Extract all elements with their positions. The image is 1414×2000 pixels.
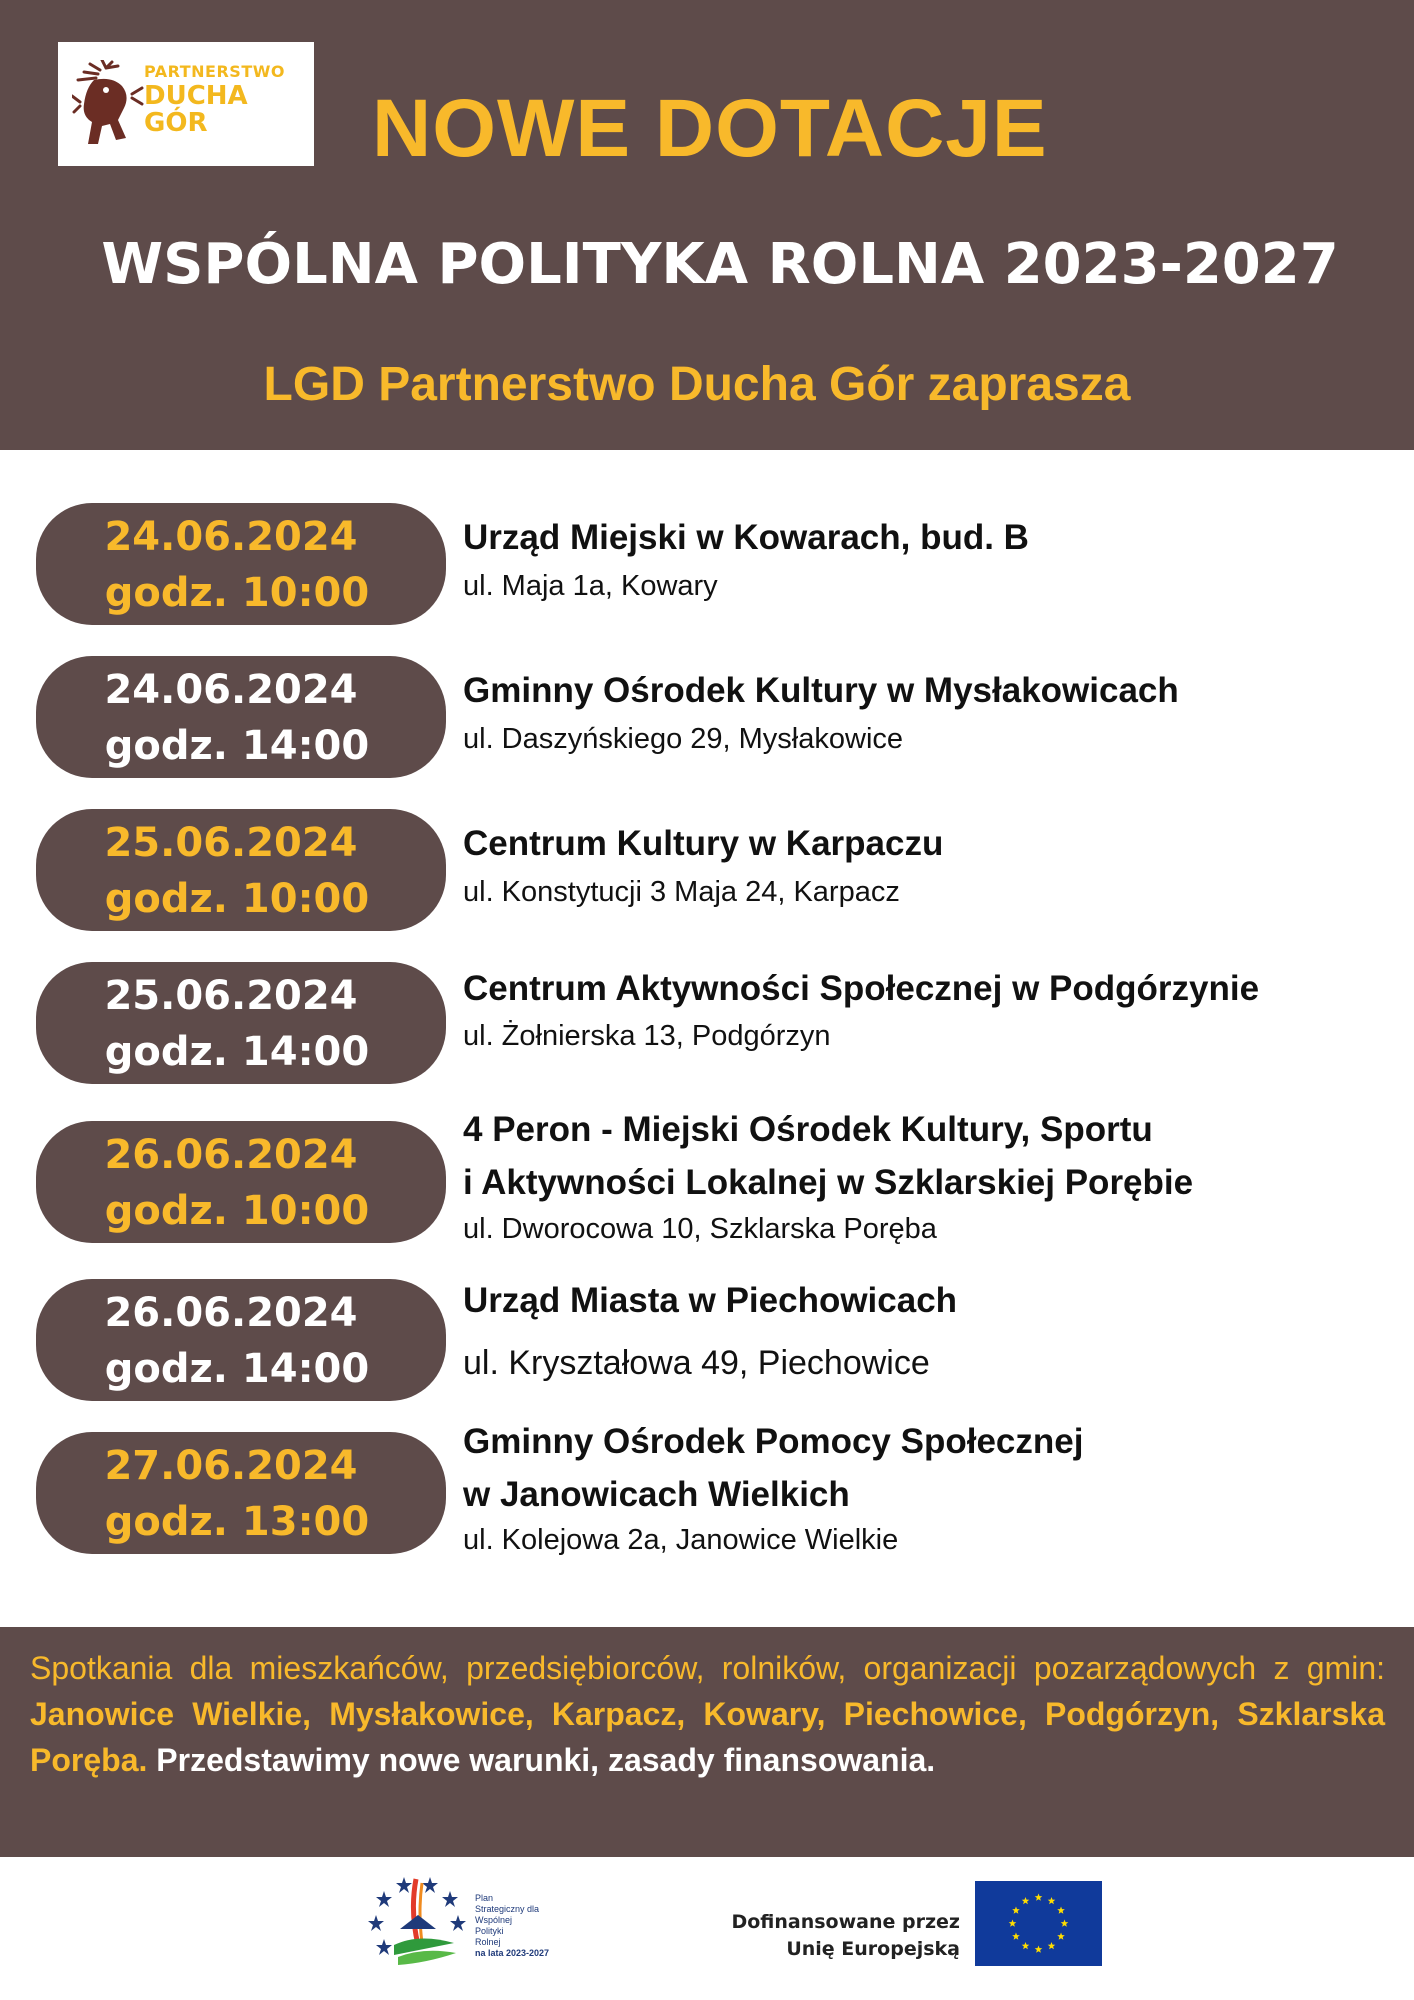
psp-line: Strategiczny dla bbox=[475, 1904, 540, 1914]
venue-line: Centrum Aktywności Społecznej w Podgórzynie bbox=[463, 969, 1260, 1008]
event-address: ul. Żołnierska 13, Podgórzyn bbox=[463, 1020, 831, 1052]
venue-line: Urząd Miasta w Piechowicach bbox=[463, 1281, 958, 1320]
event-address: ul. Daszyńskiego 29, Mysłakowice bbox=[463, 723, 904, 755]
spirit-figure-icon bbox=[72, 60, 144, 148]
partnerstwo-logo bbox=[58, 42, 314, 166]
venue-line: Urząd Miejski w Kowarach, bud. B bbox=[463, 518, 1029, 557]
date-pill bbox=[36, 1121, 446, 1243]
event-date: 27.06.2024 bbox=[104, 1443, 358, 1489]
event-date: 26.06.2024 bbox=[104, 1132, 358, 1178]
logo-wordmark bbox=[144, 64, 285, 136]
event-date: 25.06.2024 bbox=[104, 820, 358, 866]
event-venue bbox=[463, 1274, 1403, 1327]
logo-line-3: GÓR bbox=[144, 108, 208, 138]
event-time: godz. 10:00 bbox=[104, 570, 370, 616]
psp-line: Plan bbox=[475, 1893, 494, 1903]
psp-emblem-icon bbox=[364, 1871, 474, 1971]
footer-intro: Spotkania dla mieszkańców, przedsiębiorców, rolników, organizacji pozarządowych z gmin: bbox=[30, 1650, 1385, 1686]
date-pill bbox=[36, 503, 446, 625]
footer-municipalities: Janowice Wielkie, Mysłakowice, Karpacz, Kowary, Piechowice, Podgórzyn, Szklarska Poręba. bbox=[30, 1696, 1385, 1778]
date-pill bbox=[36, 656, 446, 778]
event-time: godz. 13:00 bbox=[104, 1499, 370, 1545]
eu-funding-caption bbox=[700, 1909, 960, 1963]
date-pill bbox=[36, 962, 446, 1084]
psp-caption bbox=[475, 1893, 595, 1959]
event-venue bbox=[463, 664, 1403, 717]
event-venue bbox=[463, 817, 1403, 870]
psp-line: na lata 2023-2027 bbox=[475, 1948, 550, 1958]
eu-caption-line-2: Unię Europejską bbox=[786, 1938, 960, 1960]
footer-closing: Przedstawimy nowe warunki, zasady finansowania. bbox=[147, 1742, 936, 1778]
date-pill bbox=[36, 809, 446, 931]
event-date: 24.06.2024 bbox=[104, 667, 358, 713]
psp-line: Wspólnej bbox=[475, 1915, 513, 1925]
event-time: godz. 14:00 bbox=[104, 723, 370, 769]
event-venue bbox=[463, 962, 1403, 1015]
venue-line: w Janowicach Wielkich bbox=[463, 1475, 850, 1514]
event-date: 26.06.2024 bbox=[104, 1290, 358, 1336]
page-title: NOWE DOTACJE bbox=[372, 83, 1048, 174]
event-time: godz. 10:00 bbox=[104, 876, 370, 922]
date-pill bbox=[36, 1279, 446, 1401]
event-time: godz. 10:00 bbox=[104, 1188, 370, 1234]
venue-line: i Aktywności Lokalnej w Szklarskiej Porębie bbox=[463, 1163, 1194, 1202]
event-address: ul. Dworocowa 10, Szklarska Poręba bbox=[463, 1213, 937, 1245]
eu-caption-line-1: Dofinansowane przez bbox=[731, 1911, 960, 1933]
psp-line: Polityki bbox=[475, 1926, 504, 1936]
event-date: 24.06.2024 bbox=[104, 514, 358, 560]
event-time: godz. 14:00 bbox=[104, 1346, 370, 1392]
logo-line-1: PARTNERSTWO bbox=[144, 62, 285, 81]
event-address: ul. Maja 1a, Kowary bbox=[463, 570, 718, 602]
footer-description bbox=[30, 1645, 1385, 1783]
event-time: godz. 14:00 bbox=[104, 1029, 370, 1075]
event-address: ul. Kolejowa 2a, Janowice Wielkie bbox=[463, 1524, 899, 1556]
sponsor-logos bbox=[0, 1857, 1414, 2000]
eu-flag-icon bbox=[975, 1881, 1102, 1966]
event-address: ul. Konstytucji 3 Maja 24, Karpacz bbox=[463, 876, 900, 908]
page-subtitle: WSPÓLNA POLITYKA ROLNA 2023-2027 bbox=[101, 232, 1339, 297]
logo-line-2: DUCHA bbox=[144, 81, 248, 111]
event-venue bbox=[463, 1415, 1403, 1521]
event-address: ul. Kryształowa 49, Piechowice bbox=[463, 1344, 930, 1382]
venue-line: Gminny Ośrodek Pomocy Społecznej bbox=[463, 1422, 1084, 1461]
footer-band bbox=[0, 1627, 1414, 1857]
venue-line: Centrum Kultury w Karpaczu bbox=[463, 824, 944, 863]
event-venue bbox=[463, 511, 1403, 564]
event-date: 25.06.2024 bbox=[104, 973, 358, 1019]
venue-line: Gminny Ośrodek Kultury w Mysłakowicach bbox=[463, 671, 1179, 710]
header-band bbox=[0, 0, 1414, 450]
venue-line: 4 Peron - Miejski Ośrodek Kultury, Sportu bbox=[463, 1110, 1153, 1149]
psp-line: Rolnej bbox=[475, 1937, 501, 1947]
event-venue bbox=[463, 1103, 1403, 1209]
date-pill bbox=[36, 1432, 446, 1554]
invitation-line: LGD Partnerstwo Ducha Gór zaprasza bbox=[263, 358, 1131, 411]
